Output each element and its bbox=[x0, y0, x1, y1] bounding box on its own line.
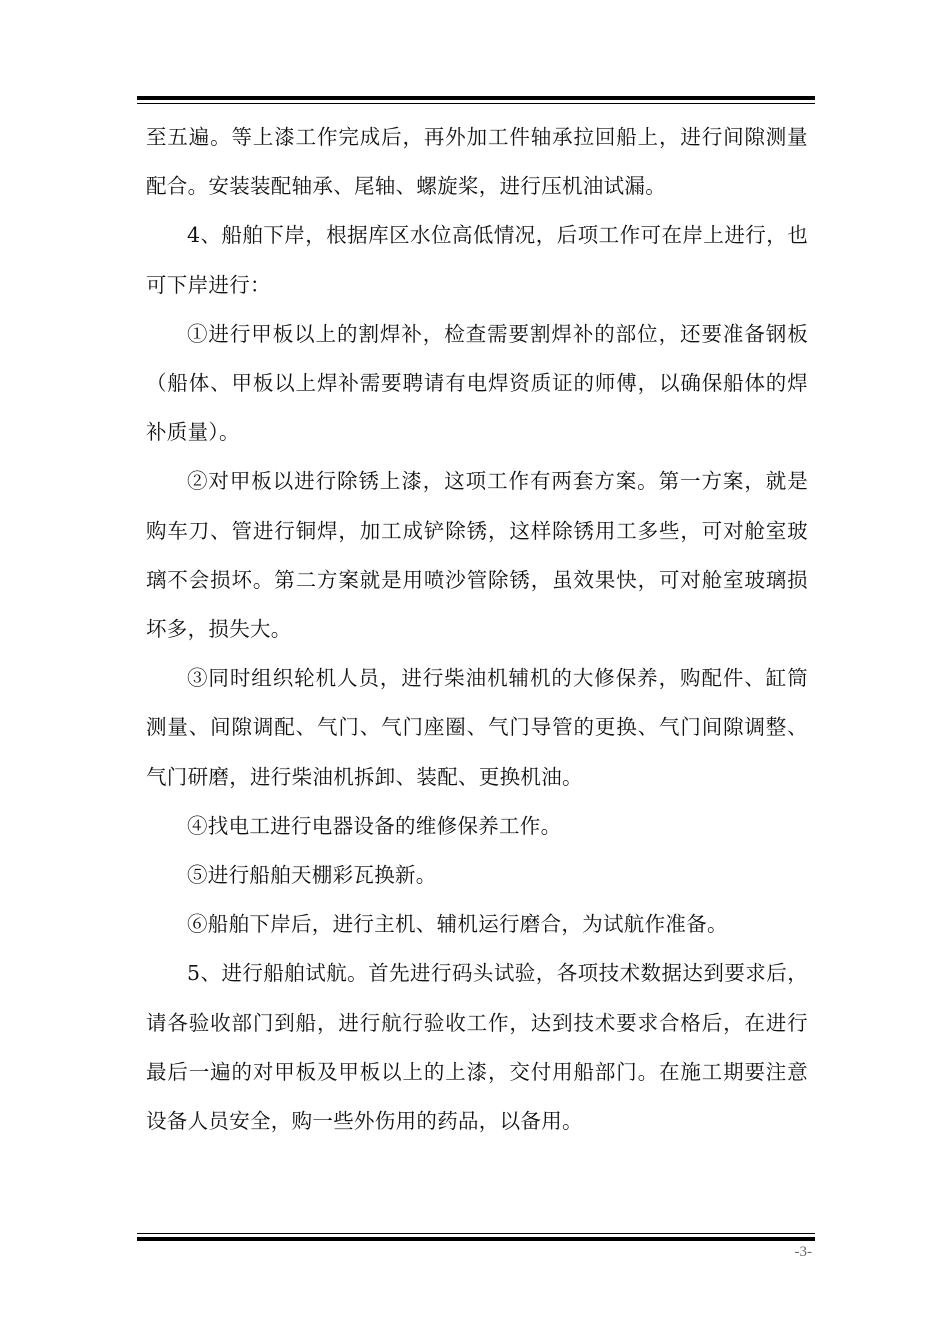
paragraph-8: ⑥船舶下岸后，进行主机、辅机运行磨合，为试航作准备。 bbox=[187, 912, 728, 937]
paragraph-3: ①进行甲板以上的割焊补，检查需要割焊补的部位，还要准备钢板（船体、甲板以上焊补需要聘请有电焊资质证的师傅，以确保船体的焊补质量）。 bbox=[146, 321, 808, 445]
paragraph-2: 4、船舶下岸，根据库区水位高低情况，后项工作可在岸上进行，也可下岸进行： bbox=[146, 223, 808, 297]
paragraph-1: 至五遍。等上漆工作完成后，再外加工件轴承拉回船上，进行间隙测量配合。安装装配轴承、尾轴、螺旋桨，进行压机油试漏。 bbox=[146, 125, 808, 199]
paragraph-4: ②对甲板以进行除锈上漆，这项工作有两套方案。第一方案，就是购车刀、管进行铜焊，加工成铲除锈，这样除锈用工多些，可对舱室玻璃不会损坏。第二方案就是用喷沙管除锈，虽效果快，可对舱室玻璃损坏多，损失大。 bbox=[146, 469, 808, 642]
page-number: -3- bbox=[794, 1244, 812, 1260]
paragraph-5: ③同时组织轮机人员，进行柴油机辅机的大修保养，购配件、缸筒测量、间隙调配、气门、气门座圈、气门导管的更换、气门间隙调整、气门研磨，进行柴油机拆卸、装配、更换机油。 bbox=[146, 666, 808, 789]
paragraph-7: ⑤进行船舶天棚彩瓦换新。 bbox=[187, 863, 437, 888]
paragraph-6: ④找电工进行电器设备的维修保养工作。 bbox=[187, 813, 562, 838]
header-rule bbox=[137, 96, 815, 104]
footer-rule bbox=[137, 1233, 815, 1241]
document-body bbox=[146, 113, 808, 1146]
paragraph-9: 5、进行船舶试航。首先进行码头试验，各项技术数据达到要求后，请各验收部门到船，进行航行验收工作，达到技术要求合格后，在进行最后一遍的对甲板及甲板以上的上漆，交付用船部门。在施工期要注意设备人员安全，购一些外伤用的药品，以备用。 bbox=[146, 961, 808, 1134]
